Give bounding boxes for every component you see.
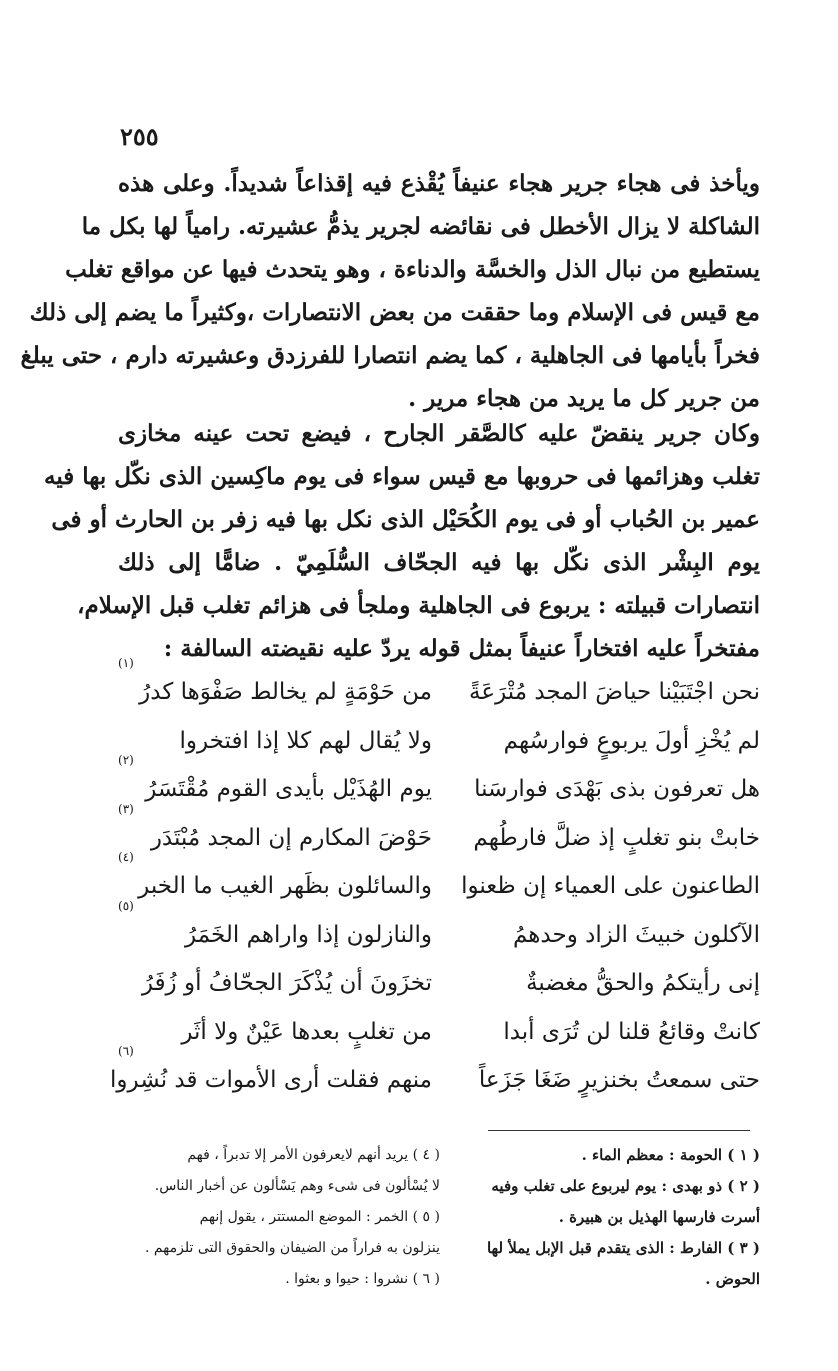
poem xyxy=(110,656,760,1105)
footnote: لا يُسْألون فى شىء وهم يَسْألون عن أخبار الناس. xyxy=(154,1178,440,1194)
text-line: يوم البِشْر الذى نكّل بها فيه الجحّاف السُّلَمِيّ . ضامًّا إلى ذلك xyxy=(118,549,760,576)
text-line: انتصارات قبيلته : يربوع فى الجاهلية وملجأ فى هزائم تغلب قبل الإسلام، xyxy=(77,592,760,619)
verse-second-hemistich: والنازلون إذا واراهم الخَمَرُ xyxy=(185,921,432,948)
text-line: فخراً بأيامها فى الجاهلية ، كما يضم انتصارا للفرزدق وعشيرته دارم ، حتى يبلغ xyxy=(20,342,760,369)
poem-verse xyxy=(118,959,760,1008)
footnotes-left-column xyxy=(118,1140,440,1295)
verse-first-hemistich: إنى رأيتكمُ والحقُّ مغضبةٌ xyxy=(526,970,760,996)
verse-second-hemistich: يوم الهُذَيْل بأيدى القوم مُقْتَسَرُ xyxy=(145,776,432,802)
verse-second-hemistich: تخزَونَ أن يُذْكَرَ الجحّافُ أو زُفَرُ xyxy=(141,970,432,996)
verse-first-hemistich: هل تعرفون بذى بَهْدَى فوارسَنا xyxy=(474,776,760,802)
verse-first-hemistich: خابتْ بنو تغلبٍ إذ ضلَّ فارطُهم xyxy=(473,824,760,851)
text-line: ويأخذ فى هجاء جرير هجاء عنيفاً يُقْذع فيه إقذاعاً شديداً. وعلى هذه xyxy=(118,170,760,197)
page-number: ٢٥٥ xyxy=(120,122,159,151)
verse-second-hemistich: منهم فقلت أرى الأموات قد نُشِروا xyxy=(110,1067,432,1093)
footnote: ( ١ ) الحومة : معظم الماء . xyxy=(581,1146,760,1164)
poem-verse xyxy=(118,753,760,814)
verse-first-hemistich: كانتْ وقائعُ قلنا لن تُرَى أبدا xyxy=(503,1018,760,1045)
text-line: عمير بن الحُباب أو فى يوم الكُحَيْل الذى نكل بها فيه زفر بن الحارث أو فى xyxy=(51,506,760,533)
paragraph-1 xyxy=(20,162,760,420)
verse-second-hemistich: حَوْضَ المكارم إن المجد مُبْتَدَر xyxy=(150,824,432,851)
verse-first-hemistich: الطاعنون على العمياء إن ظعنوا xyxy=(461,873,760,899)
text-line: من جرير كل ما يريد من هجاء مرير . xyxy=(408,385,760,412)
footnote: ( ٤ ) يريد أنهم لايعرفون الأمر إلا تدبراً ، فهم xyxy=(187,1147,440,1163)
text-line: تغلب وهزائمها فى حروبها مع قيس سواء فى يوم ماكِسين الذى نكّل بها فيه xyxy=(44,463,760,490)
footnote-divider xyxy=(488,1130,750,1131)
verse-second-hemistich: ولا يُقال لهم كلا إذا افتخروا xyxy=(179,727,432,754)
verse-second-hemistich: من حَوْمَةٍ لم يخالط صَفْوَها كدرُ xyxy=(139,679,432,705)
verse-first-hemistich: الآكلون خبيثَ الزاد وحدهمُ xyxy=(512,921,760,948)
poem-verse xyxy=(118,717,760,766)
footnote: أسرت فارسها الهذيل بن هبيرة . xyxy=(558,1208,760,1226)
verse-first-hemistich: حتى سمعتُ بخنزيرٍ ضَغَا جَزَعاً xyxy=(478,1067,760,1093)
text-line: مفتخراً عليه افتخاراً عنيفاً بمثل قوله يردّ عليه نقيضته السالفة : xyxy=(163,635,760,662)
poem-verse xyxy=(118,1008,760,1057)
text-line: يستطيع من نبال الذل والخسَّة والدناءة ، وهو يتحدث فيها عن مواقع تغلب xyxy=(65,256,760,283)
footnote: الحوض . xyxy=(705,1270,760,1288)
footnote-marker: (٦) xyxy=(118,1044,134,1058)
poem-verse xyxy=(118,801,760,863)
text-line: الشاكلة لا يزال الأخطل فى نقائضه لجرير يذمُّ عشيرته. رامياً لها بكل ما xyxy=(81,213,760,240)
footnote: ( ٥ ) الخمر : الموضع المستتر ، يقول إنهم xyxy=(199,1209,440,1225)
poem-verse xyxy=(110,1044,760,1105)
footnote-marker: (١) xyxy=(118,656,134,670)
poem-verse xyxy=(118,850,760,911)
poem-verse xyxy=(118,656,760,717)
paragraph-2 xyxy=(44,412,760,670)
footnote-marker: (٢) xyxy=(118,753,134,767)
footnote-marker: (٥) xyxy=(118,898,134,913)
text-line: مع قيس فى الإسلام وما حققت من بعض الانتصارات ،وكثيراً ما يضم إلى ذلك xyxy=(29,299,760,326)
footnote-marker: (٤) xyxy=(118,850,134,864)
verse-first-hemistich: نحن اجْتَبَيْنا حياضَ المجد مُتْرَعَةً xyxy=(469,679,760,705)
footnote: ( ٣ ) الفارط : الذى يتقدم قبل الإبل يملأ لها xyxy=(486,1239,760,1257)
footnote-marker: (٣) xyxy=(118,801,134,816)
poem-verse xyxy=(118,898,760,960)
footnote: ( ٢ ) ذو بهدى : يوم ليربوع على تغلب وفيه xyxy=(491,1177,760,1195)
footnote: ينزلون به فراراً من الضيفان والحقوق التى تلزمهم . xyxy=(144,1240,440,1256)
verse-first-hemistich: لم يُخْزِ أولَ يربوعٍ فوارسُهم xyxy=(503,727,760,754)
footnote: ( ٦ ) نشروا : حيوا و بعثوا . xyxy=(285,1271,440,1287)
verse-second-hemistich: من تغلبٍ بعدها عَيْنٌ ولا أثَر xyxy=(181,1018,432,1045)
footnotes-right-column xyxy=(448,1140,760,1295)
verse-second-hemistich: والسائلون بظَهر الغيب ما الخبر xyxy=(138,873,432,899)
text-line: وكان جرير ينقضّ عليه كالصَّقر الجارح ، فيضع تحت عينه مخازى xyxy=(118,420,760,447)
